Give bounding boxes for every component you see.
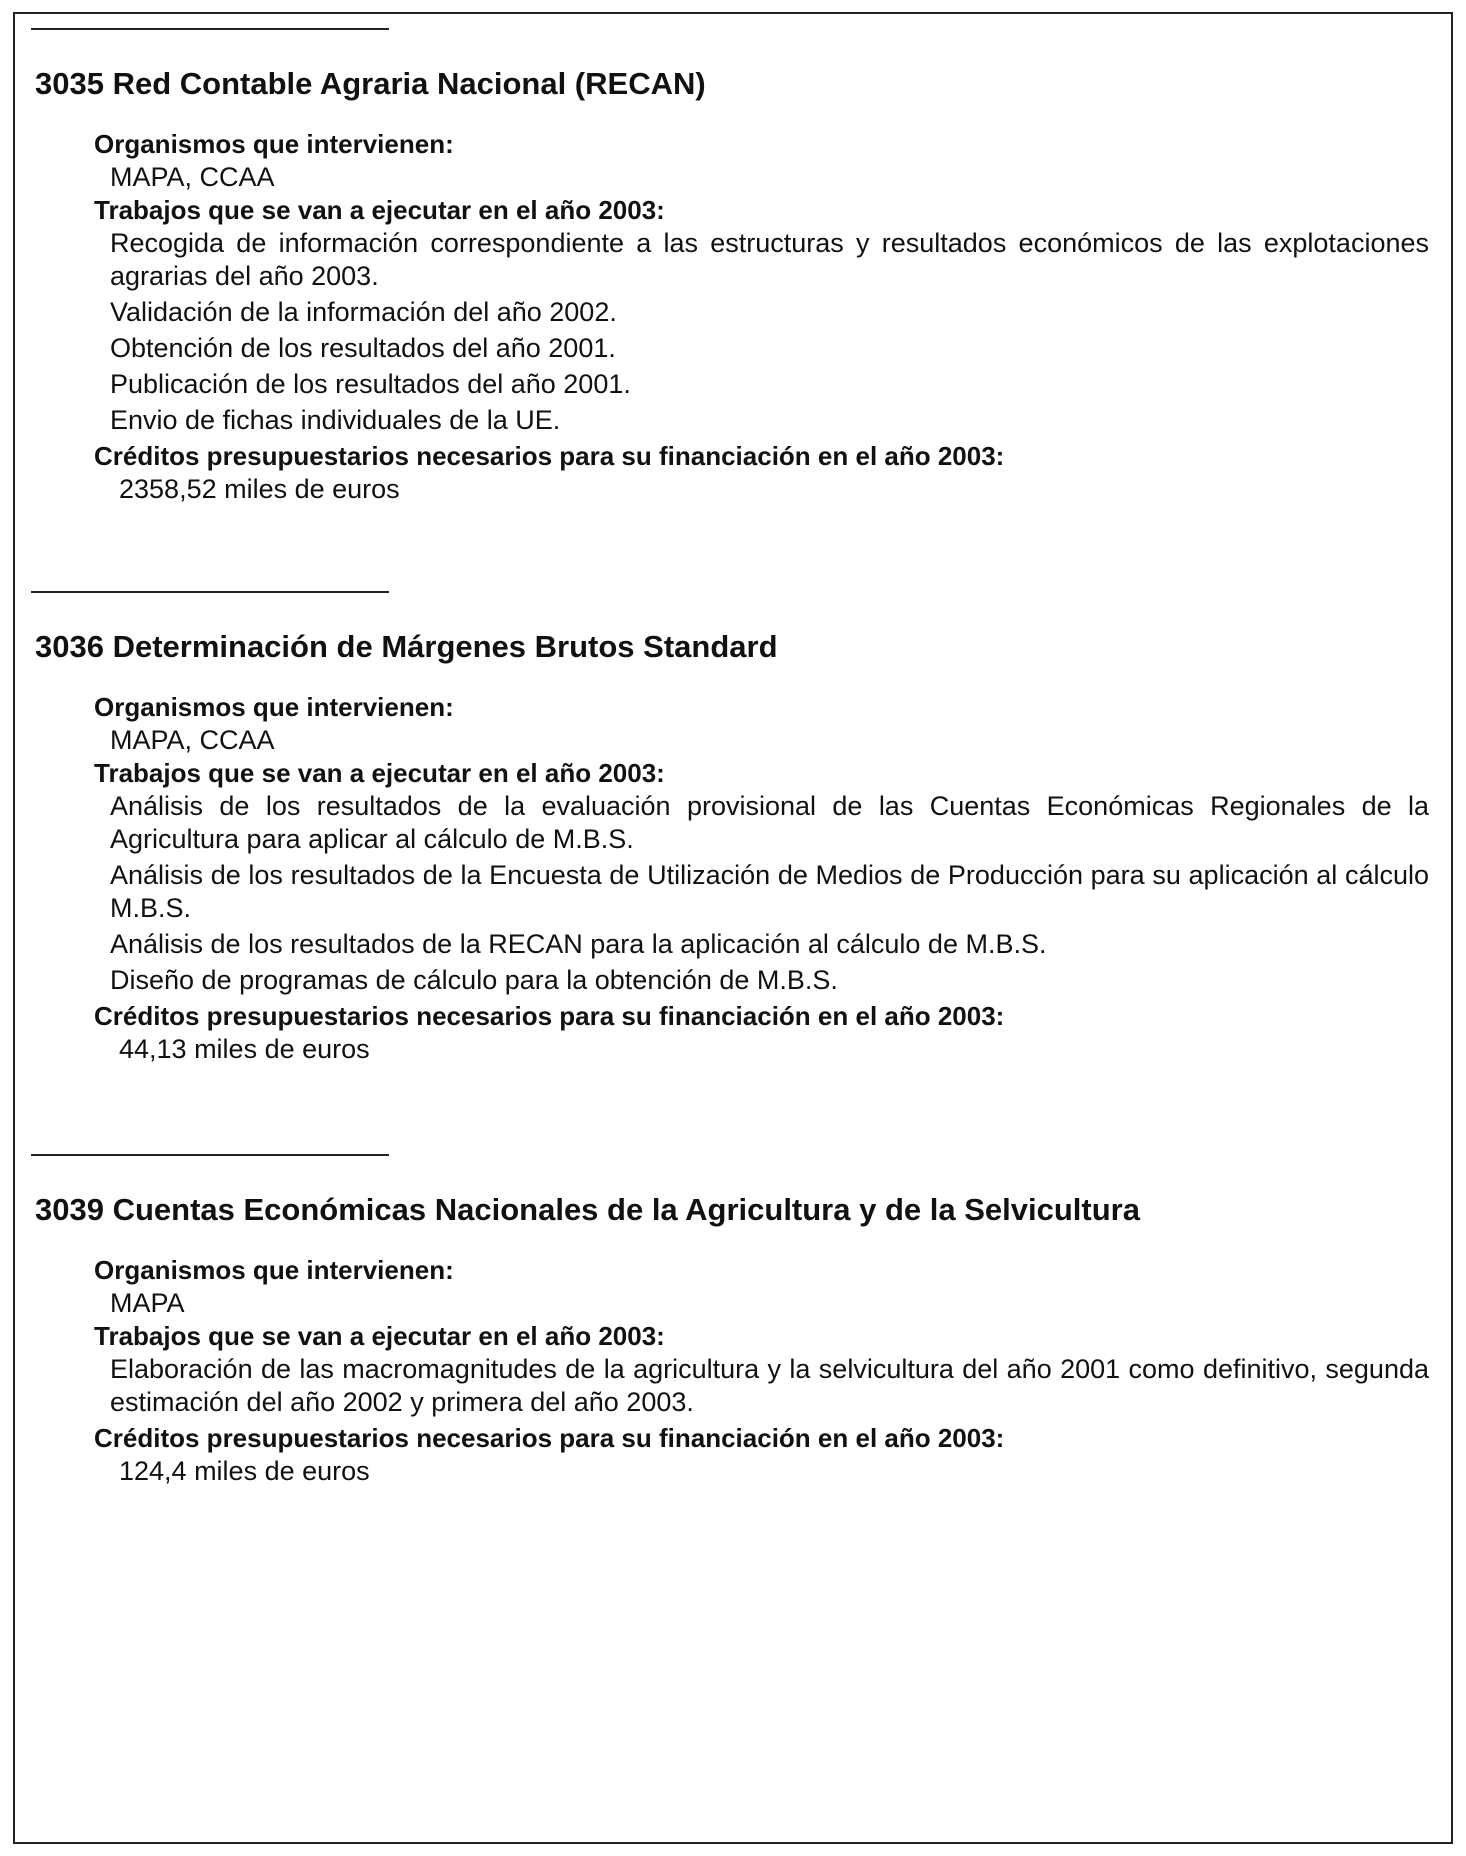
section-divider <box>31 28 389 30</box>
organismos-label: Organismos que intervienen: <box>94 692 454 722</box>
organismos-value: MAPA, CCAA <box>110 725 275 755</box>
creditos-value: 44,13 miles de euros <box>119 1034 370 1064</box>
section-body <box>94 128 1429 506</box>
creditos-value: 2358,52 miles de euros <box>119 474 400 504</box>
creditos-label: Créditos presupuestarios necesarios para su financiación en el año 2003: <box>94 441 1005 471</box>
task-item: Análisis de los resultados de la evaluación provisional de las Cuentas Económicas Regionales de la Agricultura para aplicar al cálculo de M.B.S. <box>110 791 1429 854</box>
task-item: Elaboración de las macromagnitudes de la agricultura y la selvicultura del año 2001 como definitivo, segunda estimación del año 2002 y primera del año 2003. <box>110 1354 1429 1417</box>
organismos-value: MAPA, CCAA <box>110 162 275 192</box>
task-item: Análisis de los resultados de la RECAN para la aplicación al cálculo de M.B.S. <box>110 929 1047 959</box>
organismos-value: MAPA <box>110 1288 185 1318</box>
task-item: Recogida de información correspondiente a las estructuras y resultados económicos de las explotaciones agrarias del año 2003. <box>110 228 1429 291</box>
task-item: Análisis de los resultados de la Encuesta de Utilización de Medios de Producción para su aplicación al cálculo M.B.S. <box>110 860 1429 923</box>
section-title: 3036 Determinación de Márgenes Brutos Standard <box>35 629 778 664</box>
section-body <box>94 1254 1429 1488</box>
trabajos-label: Trabajos que se van a ejecutar en el año 2003: <box>94 758 665 788</box>
organismos-label: Organismos que intervienen: <box>94 1255 454 1285</box>
organismos-label: Organismos que intervienen: <box>94 129 454 159</box>
task-item: Diseño de programas de cálculo para la obtención de M.B.S. <box>110 965 838 995</box>
task-item: Validación de la información del año 2002. <box>110 297 617 327</box>
page-frame <box>13 12 1453 1844</box>
trabajos-label: Trabajos que se van a ejecutar en el año 2003: <box>94 195 665 225</box>
section-divider <box>31 1154 389 1156</box>
section-title: 3035 Red Contable Agraria Nacional (RECAN) <box>35 66 706 101</box>
trabajos-label: Trabajos que se van a ejecutar en el año 2003: <box>94 1321 665 1351</box>
creditos-value: 124,4 miles de euros <box>119 1456 370 1486</box>
creditos-label: Créditos presupuestarios necesarios para su financiación en el año 2003: <box>94 1423 1005 1453</box>
section-body <box>94 691 1429 1066</box>
task-item: Obtención de los resultados del año 2001. <box>110 333 616 363</box>
section-divider <box>31 591 389 593</box>
section-title: 3039 Cuentas Económicas Nacionales de la Agricultura y de la Selvicultura <box>35 1192 1140 1227</box>
task-item: Publicación de los resultados del año 2001. <box>110 369 631 399</box>
creditos-label: Créditos presupuestarios necesarios para su financiación en el año 2003: <box>94 1001 1005 1031</box>
task-item: Envio de fichas individuales de la UE. <box>110 405 561 435</box>
